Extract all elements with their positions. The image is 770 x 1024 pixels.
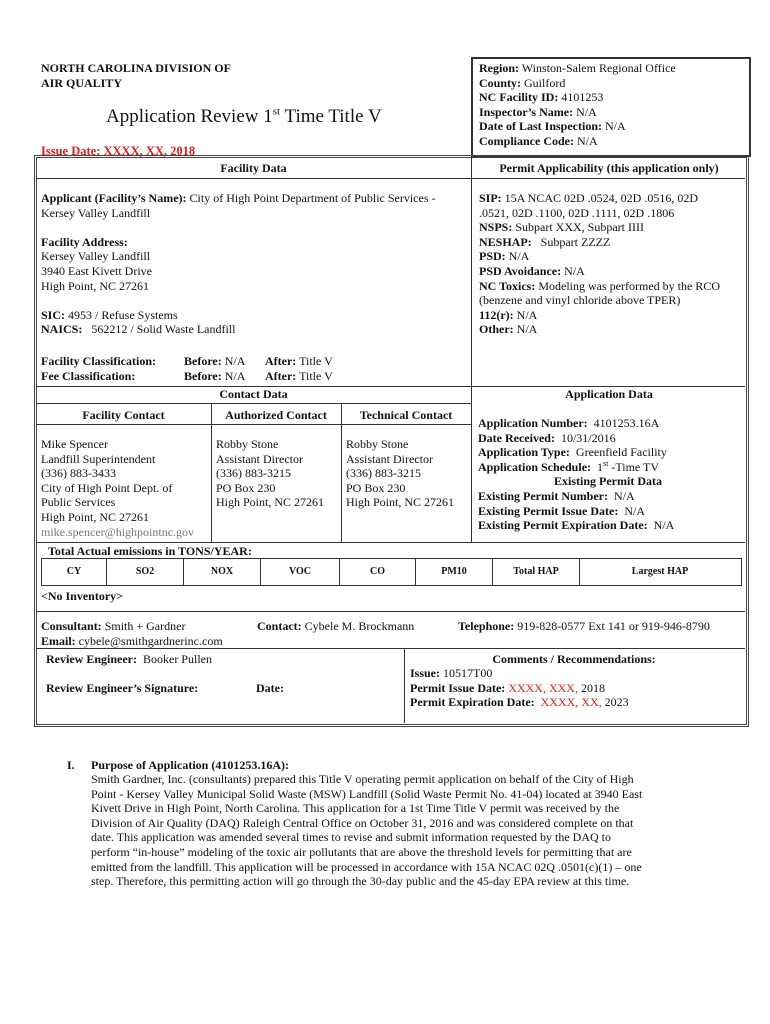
- section-body: Smith Gardner, Inc. (consultants) prepared this Title V operating permit application on behalf of the City of High Point - Kersey Valley Municipal Solid Waste (MSW) Landfill (Solid Waste Permit No. 41-04) located at 3940 East Kivett Drive in High Point, North Carolina. This application for a 1st Time Title V permit was received by the Division of Air Quality (DAQ) Raleigh Central Office on October 31, 2016 and was considered complete on that date. This application was amended several times to revise and submit information requested by the DAQ to perform “in-house” modeling of the toxic air pollutants that are above the threshold levels for permitting that are emitted from the landfill. This application will be processed in accordance with 15A NCAC 02Q .0501(c)(1) – one step. Therefore, this permitting action will go through the 30-day public and the 45-day EPA review at this time.: [91, 772, 643, 889]
- emissions-col-so2: SO2: [135, 566, 155, 577]
- review-engineer-signature-label: Review Engineer’s Signature:: [46, 681, 199, 695]
- facility-data-header: Facility Data: [220, 161, 287, 175]
- consultant-contact: Contact: Cybele M. Brockmann: [257, 619, 415, 633]
- facility-data-content: Applicant (Facility’s Name): City of High Point Department of Public Services - Kersey Valley Landfill Facility Address: Kersey Valley Landfill 3940 East Kivett Drive High Point, NC 27261 SIC: 4953 / Refuse Systems NAICS: 562212 / Solid Waste Landfill: [41, 191, 436, 337]
- application-data-list: Application Number: 4101253.16A Date Received: 10/31/2016 Application Type: Greenfield Facility Application Schedule: 1st -Time TV Existing Permit Data Existing Permit Number: N/A Existing Permit Issue Date: N/A Existing Permit Expiration Date: N/A: [478, 416, 675, 533]
- consultant-telephone: Telephone: 919-828-0577 Ext 141 or 919-946-8790: [458, 619, 710, 633]
- emissions-col-voc: VOC: [288, 566, 312, 577]
- page-title: Application Review 1st Time Title V: [106, 105, 382, 127]
- emissions-col-co: CO: [370, 566, 385, 577]
- comments-header: Comments / Recommendations:: [492, 652, 656, 666]
- comments-content: Issue: 10517T00 Permit Issue Date: XXXX, XXX, 2018 Permit Expiration Date: XXXX, XX, 2023: [410, 666, 629, 710]
- review-date-label: Date:: [256, 681, 284, 695]
- issue-date: Issue Date: XXXX, XX, 2018: [41, 144, 196, 158]
- permit-applicability-header: Permit Applicability (this application only): [499, 161, 719, 175]
- authorized-contact: Robby Stone Assistant Director (336) 883-3215 PO Box 230 High Point, NC 27261: [216, 437, 325, 510]
- agency-name-line1: NORTH CAROLINA DIVISION OF: [41, 61, 231, 75]
- consultant: Consultant: Smith + Gardner: [41, 619, 186, 633]
- technical-contact-header: Technical Contact: [359, 408, 453, 422]
- technical-contact: Robby Stone Assistant Director (336) 883-3215 PO Box 230 High Point, NC 27261: [346, 437, 455, 510]
- section-heading: Purpose of Application (4101253.16A):: [91, 758, 289, 772]
- facility-contact-header: Facility Contact: [82, 408, 165, 422]
- consultant-email: Email: cybele@smithgardnerinc.com: [41, 634, 223, 648]
- section-number: I.: [67, 758, 75, 772]
- review-engineer: Review Engineer: Booker Pullen: [46, 652, 212, 666]
- facility-contact: Mike Spencer Landfill Superintendent (336) 883-3433 City of High Point Dept. of Public Services High Point, NC 27261 mike.spencer@highpointnc.gov: [41, 437, 195, 539]
- no-inventory: <No Inventory>: [41, 589, 124, 603]
- emissions-col-nox: NOX: [210, 566, 234, 577]
- emissions-col-pm10: PM10: [441, 566, 467, 577]
- agency-name-line2: AIR QUALITY: [41, 76, 123, 90]
- application-data-header: Application Data: [565, 387, 653, 401]
- emissions-col-cy: CY: [66, 566, 82, 577]
- emissions-col-largest-hap: Largest HAP: [631, 566, 689, 577]
- permit-applicability-list: SIP: 15A NCAC 02D .0524, 02D .0516, 02D .0521, 02D .1100, 02D .1111, 02D .1806 NSPS: Subpart XXX, Subpart IIII NESHAP: Subpart ZZZZ PSD: N/A PSD Avoidance: N/A NC Toxics: Modeling was performed by the RCO (benzene and vinyl chloride above TPER) 112(r): N/A Other: N/A: [479, 191, 720, 337]
- emissions-header: Total Actual emissions in TONS/YEAR:: [48, 544, 252, 558]
- classification-block: Facility Classification: Before: N/A After: Title V Fee Classification: Before: N/A After: Title V: [41, 354, 333, 383]
- facility-contact-email[interactable]: mike.spencer@highpointnc.gov: [41, 524, 195, 539]
- region-info-list: Region: Winston-Salem Regional Office County: Guilford NC Facility ID: 4101253 Inspector’s Name: N/A Date of Last Inspection: N/A Compliance Code: N/A: [479, 61, 676, 148]
- contact-data-header: Contact Data: [219, 387, 288, 401]
- authorized-contact-header: Authorized Contact: [225, 408, 327, 422]
- emissions-col-total-hap: Total HAP: [513, 566, 559, 577]
